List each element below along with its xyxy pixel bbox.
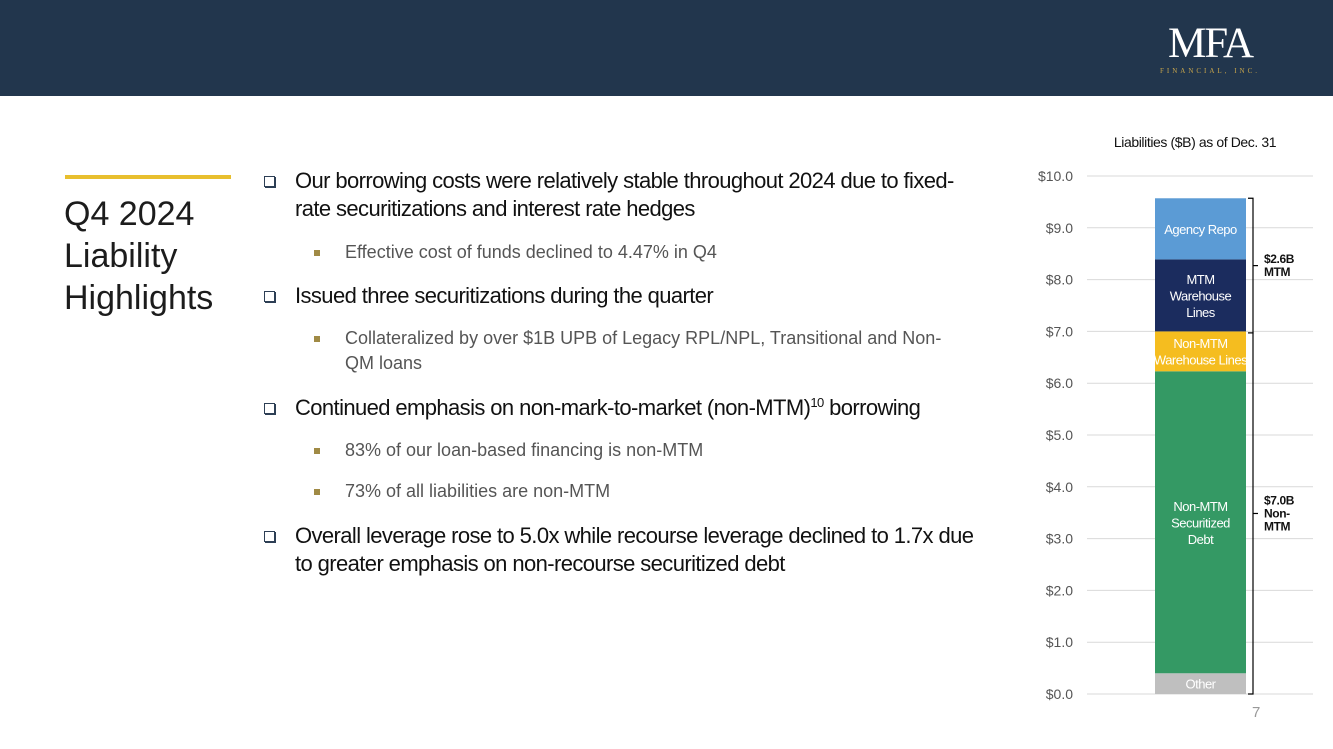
bullet-text: Our borrowing costs were relatively stable throughout 2024 due to fixed-rate securitizations and interest rate hedges (295, 168, 954, 221)
checkbox-bullet-icon (264, 531, 275, 542)
y-tick-label: $1.0 (1045, 634, 1073, 651)
segment-label: Other (1185, 676, 1216, 692)
page-number: 7 (1252, 704, 1261, 721)
slide-title-line: Highlights (64, 279, 214, 317)
bracket-label: MTM (1264, 265, 1291, 280)
bracket-label: $2.6B (1264, 252, 1295, 267)
y-tick-label: $10.0 (1037, 168, 1073, 184)
company-logo (1148, 22, 1272, 78)
logo-subtitle: FINANCIAL, INC. (1159, 67, 1261, 75)
checkbox-bullet-icon (264, 291, 275, 302)
checkbox-bullet-icon (264, 403, 275, 414)
y-tick-label: $3.0 (1045, 530, 1073, 547)
segment-label: MTM (1186, 271, 1215, 287)
footnote-ref: 10 (810, 395, 824, 410)
sub-bullet-item (314, 326, 954, 376)
bullet-item (264, 522, 989, 578)
segment-label: Non-MTM (1173, 336, 1228, 352)
segment-label: Debt (1187, 531, 1214, 547)
square-bullet-icon (314, 489, 320, 495)
y-tick-label: $5.0 (1045, 427, 1073, 443)
bracket-label: Non- (1264, 506, 1290, 521)
bullet-item (264, 282, 989, 310)
square-bullet-icon (314, 448, 320, 454)
sub-bullet-text: 73% of all liabilities are non-MTM (345, 481, 611, 501)
segment-label: Lines (1186, 304, 1215, 320)
sub-bullet-item (314, 479, 954, 504)
logo-wordmark: MFA (1167, 20, 1252, 67)
header-bar (0, 0, 1333, 96)
bullet-item (264, 167, 989, 223)
title-accent-rule (65, 175, 231, 179)
y-tick-label: $9.0 (1045, 219, 1073, 236)
y-tick-label: $8.0 (1045, 271, 1073, 288)
bracket-label: MTM (1264, 519, 1291, 534)
slide-title-line: Q4 2024 (64, 195, 195, 233)
y-tick-label: $2.0 (1045, 582, 1073, 599)
liabilities-stacked-bar-chart (1010, 160, 1320, 705)
segment-label: Warehouse (1169, 288, 1232, 304)
segment-label: Agency Repo (1164, 221, 1237, 237)
square-bullet-icon (314, 250, 320, 256)
sub-bullet-item (314, 240, 954, 265)
slide-title-line: Liability (64, 237, 178, 275)
chart-title: Liabilities ($B) as of Dec. 31 (1113, 134, 1277, 150)
bullet-item (264, 394, 989, 422)
bullet-text: Issued three securitizations during the quarter (295, 283, 714, 308)
bracket-label: $7.0B (1264, 493, 1295, 508)
y-tick-label: $6.0 (1045, 375, 1073, 392)
bullet-text-tail: borrowing (823, 395, 921, 420)
segment-label: Warehouse Lines (1153, 352, 1248, 368)
bullet-text-main: Continued emphasis on non-mark-to-market (non-MTM) (295, 395, 811, 420)
sub-bullet-text: Collateralized by over $1B UPB of Legacy RPL/NPL, Transitional and Non-QM loans (345, 328, 942, 373)
segment-label: Securitized (1171, 515, 1230, 531)
segment-label: Non-MTM (1173, 498, 1228, 514)
y-tick-label: $0.0 (1045, 686, 1073, 702)
y-tick-label: $4.0 (1045, 478, 1073, 495)
sub-bullet-text: 83% of our loan-based financing is non-MTM (345, 440, 704, 460)
bullet-text (264, 394, 989, 422)
checkbox-bullet-icon (264, 176, 275, 187)
bracket-line (1248, 333, 1253, 694)
bullet-text: Overall leverage rose to 5.0x while recourse leverage declined to 1.7x due to greater emphasis on non-recourse securitized debt (295, 523, 974, 576)
y-tick-label: $7.0 (1045, 323, 1073, 340)
square-bullet-icon (314, 336, 320, 342)
sub-bullet-text: Effective cost of funds declined to 4.47% in Q4 (345, 242, 717, 262)
bracket-line (1248, 198, 1253, 333)
slide-title (64, 193, 254, 319)
sub-bullet-item (314, 438, 954, 463)
